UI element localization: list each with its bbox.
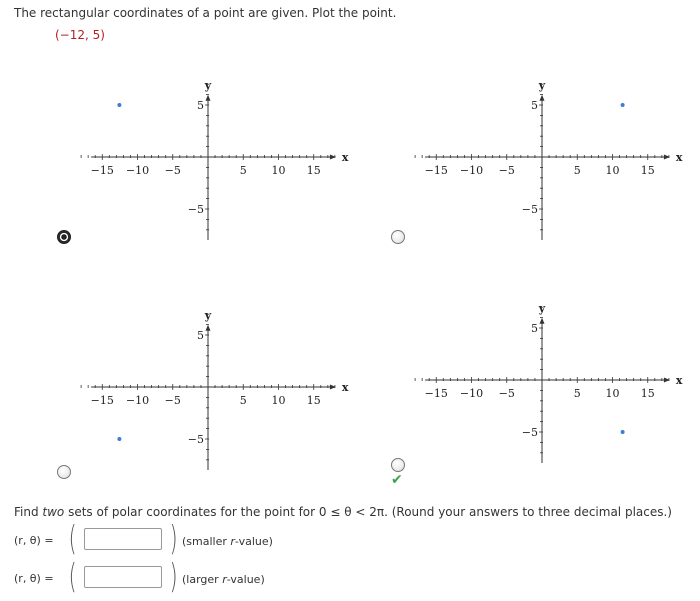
x-tick-label: 5 [239, 164, 247, 177]
x-tick-label: 10 [271, 394, 286, 407]
x-axis-label: x [341, 151, 349, 164]
plotted-point [621, 430, 625, 434]
x-tick-label: −15 [424, 387, 448, 400]
x-axis-label: x [675, 151, 683, 164]
y-tick-label: −5 [521, 426, 538, 439]
polar-smaller-r-input[interactable] [84, 528, 162, 550]
x-tick-label: 5 [573, 164, 581, 177]
left-paren: ( [68, 557, 77, 597]
x-tick-label: 10 [605, 164, 620, 177]
smaller-r-note: (smaller r-value) [182, 535, 273, 548]
graph-option-a [81, 79, 349, 240]
y-axis-arrow-icon [540, 318, 545, 324]
x-tick-label: −5 [164, 164, 181, 177]
x-tick-label: 15 [306, 164, 321, 177]
y-axis-label: y [204, 308, 212, 322]
graph-option-c [81, 309, 349, 470]
polar-label: (r, θ) = [14, 572, 54, 585]
given-point: (−12, 5) [55, 28, 105, 42]
y-tick-label: 5 [531, 322, 538, 335]
y-axis-label: y [538, 78, 546, 92]
x-tick-label: −10 [125, 394, 150, 407]
plotted-point [117, 103, 121, 107]
plotted-point [621, 103, 625, 107]
y-axis-label: y [204, 78, 212, 92]
right-paren: ) [169, 519, 178, 559]
x-tick-label: 10 [605, 387, 620, 400]
y-axis-arrow-icon [206, 95, 211, 101]
option-b-radio[interactable] [391, 230, 405, 244]
x-tick-label: −5 [164, 394, 181, 407]
plotted-point [117, 437, 121, 441]
polar-question: Find two sets of polar coordinates for the point for 0 ≤ θ < 2π. (Round your answers to three decimal places.) [14, 505, 672, 519]
x-tick-label: −5 [498, 164, 515, 177]
y-axis-arrow-icon [206, 325, 211, 331]
x-axis-label: x [675, 374, 683, 387]
x-tick-label: 5 [239, 394, 247, 407]
x-tick-label: −10 [125, 164, 150, 177]
graph-option-b [415, 79, 683, 240]
x-tick-label: −10 [459, 387, 484, 400]
option-d-radio[interactable] [391, 458, 405, 472]
larger-r-note: (larger r-value) [182, 573, 265, 586]
x-tick-label: 15 [640, 164, 655, 177]
y-tick-label: 5 [197, 329, 204, 342]
option-c-radio[interactable] [57, 465, 71, 479]
question-prompt: The rectangular coordinates of a point are given. Plot the point. [14, 6, 397, 20]
y-tick-label: 5 [197, 99, 204, 112]
y-tick-label: −5 [187, 203, 204, 216]
right-paren: ) [169, 557, 178, 597]
x-tick-label: 15 [306, 394, 321, 407]
y-tick-label: −5 [521, 203, 538, 216]
y-axis-label: y [538, 301, 546, 315]
polar-larger-r-input[interactable] [84, 566, 162, 588]
x-tick-label: −15 [90, 394, 114, 407]
polar-label: (r, θ) = [14, 534, 54, 547]
x-tick-label: −10 [459, 164, 484, 177]
x-tick-label: 15 [640, 387, 655, 400]
y-tick-label: 5 [531, 99, 538, 112]
graph-option-d [415, 302, 683, 463]
x-tick-label: −5 [498, 387, 515, 400]
y-tick-label: −5 [187, 433, 204, 446]
correct-check-icon: ✔ [391, 472, 403, 488]
x-tick-label: 5 [573, 387, 581, 400]
x-tick-label: −15 [90, 164, 114, 177]
option-a-radio[interactable] [57, 230, 71, 244]
left-paren: ( [68, 519, 77, 559]
x-tick-label: −15 [424, 164, 448, 177]
x-axis-label: x [341, 381, 349, 394]
y-axis-arrow-icon [540, 95, 545, 101]
x-tick-label: 10 [271, 164, 286, 177]
